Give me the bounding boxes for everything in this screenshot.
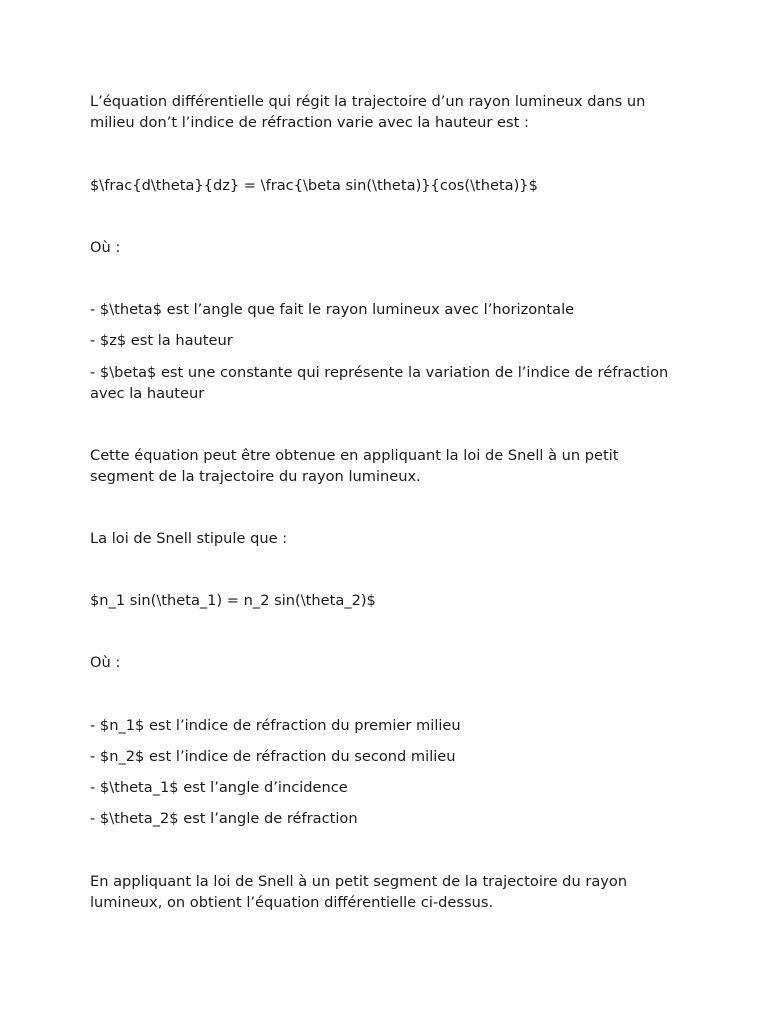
definition-n2: - $n_2$ est l’indice de réfraction du second milieu <box>90 748 456 765</box>
definition-theta: - $\theta$ est l’angle que fait le rayon lumineux avec l’horizontale <box>90 301 575 318</box>
snell-intro: La loi de Snell stipule que : <box>90 530 288 547</box>
where-label-1: Où : <box>90 239 121 256</box>
definition-theta2: - $\theta_2$ est l’angle de réfraction <box>90 810 358 827</box>
derivation-paragraph: Cette équation peut être obtenue en appliquant la loi de Snell à un petit segment de la trajectoire du rayon lumineux. <box>90 447 619 485</box>
conclusion-paragraph: En appliquant la loi de Snell à un petit segment de la trajectoire du rayon lumineux, on obtient l’équation différentielle ci-dessus. <box>90 873 628 911</box>
definition-theta1: - $\theta_1$ est l’angle d’incidence <box>90 779 348 796</box>
intro-paragraph: L’équation différentielle qui régit la trajectoire d’un rayon lumineux dans un milieu don’t l’indice de réfraction varie avec la hauteur est : <box>90 93 646 131</box>
snell-equation: $n_1 sin(\theta_1) = n_2 sin(\theta_2)$ <box>90 592 376 609</box>
definition-n1: - $n_1$ est l’indice de réfraction du premier milieu <box>90 717 461 734</box>
definition-z: - $z$ est la hauteur <box>90 332 233 349</box>
definition-beta: - $\beta$ est une constante qui représente la variation de l’indice de réfraction avec la hauteur <box>90 364 669 402</box>
where-label-2: Où : <box>90 654 121 671</box>
differential-equation: $\frac{d\theta}{dz} = \frac{\beta sin(\theta)}{cos(\theta)}$ <box>90 177 538 194</box>
